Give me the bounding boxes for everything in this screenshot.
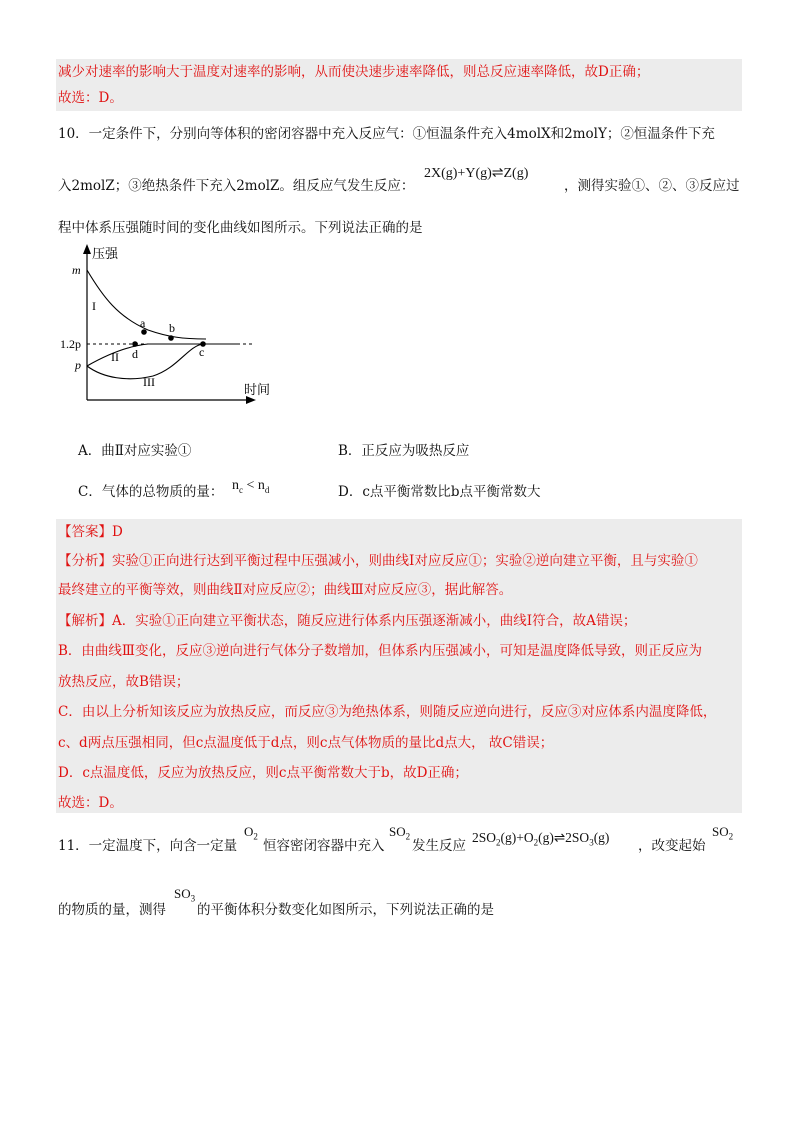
q11-stem-part2: 恒容密闭容器中充入 [263,838,385,854]
q10-equation: 2X(g)+Y(g)⇌Z(g) [424,166,529,181]
curve-II [87,344,238,366]
analysis-line2: 最终建立的平衡等效，则曲线Ⅱ对应反应②；曲线Ⅲ对应反应③，据此解答。 [58,582,513,598]
curve-I [87,270,206,339]
explanation-line5: c、d两点压强相同，但c点温度低于d点，则c点气体物质的量比d点大， 故C错误； [58,735,554,751]
x-axis-label: 时间 [244,383,271,398]
y-axis-label: 压强 [92,247,119,262]
q10-option-c-expression: $n_c < n_d$ [232,478,270,495]
q11-stem-part5: 的物质的量，测得 [58,902,166,918]
explanation-line3: 放热反应，故B错误； [58,674,190,690]
q10-stem-line3: 程中体系压强随时间的变化曲线如图所示。下列说法正确的是 [58,220,423,236]
q11-o2-formula: $O_2$ [244,824,258,842]
point-a-label: a [140,316,146,330]
q11-stem-part4: ，改变起始 [638,838,706,854]
y-tick-p: p [75,358,81,372]
curve-III [87,344,203,379]
q10-option-c-prefix: C．气体的总物质的量： [78,484,224,500]
prev-conclusion-line: 故选：D。 [58,90,123,106]
point-a [141,329,147,335]
y-tick-m: m [72,263,81,277]
point-b [168,335,174,341]
q10-option-a: A．曲Ⅱ对应实验① [78,443,192,459]
y-tick-1.2p: 1.2p [60,337,81,351]
pressure-time-graph [58,242,278,412]
q11-so2-formula-2: $SO_2$ [712,824,734,842]
answer-line: 【答案】D [58,524,123,540]
q11-so3-formula: $SO_3$ [174,886,196,904]
prev-explanation-line: 减少对速率的影响大于温度对速率的影响，从而使决速步速率降低，则总反应速率降低，故D正确； [58,64,650,80]
q11-equation: $2SO_2(g)+O_2(g)\rightleftharpoons 2SO_3(g)$ [472,830,610,848]
explanation-line6: D．c点温度低，反应为放热反应，则c点平衡常数大于b，故D正确； [58,765,468,781]
q10-option-b: B．正反应为吸热反应 [338,443,470,459]
point-d-label: d [132,347,138,361]
curve-III-label: III [143,375,155,389]
y-axis-arrow [83,244,91,254]
q10-option-d: D．c点平衡常数比b点平衡常数大 [338,484,541,500]
curve-I-label: I [92,299,96,313]
point-d [132,341,138,347]
analysis-line1: 【分析】实验①正向进行达到平衡过程中压强减小，则曲线Ⅰ对应反应①；实验②逆向建立平衡，且与实验① [58,553,698,569]
explanation-line7: 故选：D。 [58,795,123,811]
point-b-label: b [169,321,175,335]
explanation-line1: 【解析】A．实验①正向建立平衡状态，随反应进行体系内压强逐渐减小，曲线Ⅰ符合，故A错误； [58,613,637,629]
q11-stem-part6: 的平衡体积分数变化如图所示，下列说法正确的是 [197,902,494,918]
q10-stem-line2b: ，测得实验①、②、③反应过 [564,178,740,194]
q11-stem-part1: 11．一定温度下，向含一定量 [58,838,238,854]
explanation-line4: C．由以上分析知该反应为放热反应，而反应③为绝热体系，则随反应逆向进行，反应③对应体系内温度降低， [58,704,717,720]
point-c-label: c [199,345,205,359]
q10-stem-line1: 10．一定条件下，分别向等体积的密闭容器中充入反应气：①恒温条件充入4molX和2molY；②恒温条件下充 [58,126,715,142]
q11-stem-part3: 发生反应 [412,838,466,854]
q11-so2-formula: $SO_2$ [389,824,411,842]
curve-II-label: II [111,350,119,364]
q10-stem-line2a: 入2molZ；③绝热条件下充入2molZ。组反应气发生反应： [58,178,415,194]
explanation-line2: B．由曲线Ⅲ变化，反应③逆向进行气体分子数增加，但体系内压强减小，可知是温度降低导致，则正反应为 [58,643,702,659]
